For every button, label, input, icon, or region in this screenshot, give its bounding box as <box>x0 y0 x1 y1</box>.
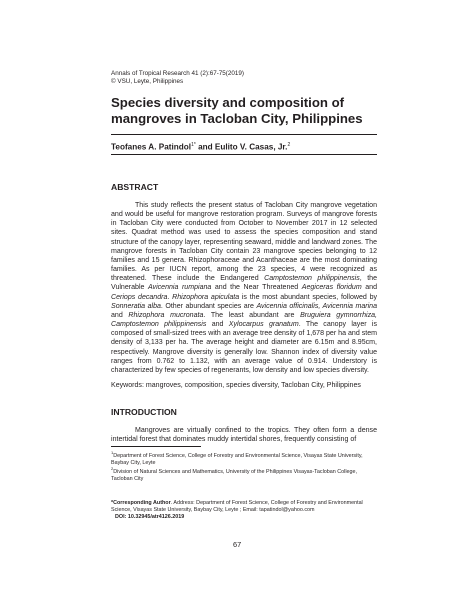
author-line <box>111 140 290 153</box>
journal-citation: Annals of Tropical Research 41 (2):67-75(2019) <box>111 70 245 77</box>
introduction-body: Mangroves are virtually confined to the tropics. They often form a dense intertidal forest that dominates muddy intertidal shores, frequently consisting of <box>111 427 377 444</box>
title-rule <box>111 134 377 135</box>
author-1: Teofanes A. Patindol <box>111 142 192 152</box>
keywords: Keywords: mangroves, composition, species diversity, Tacloban City, Philippines <box>111 382 361 389</box>
copyright-line: © VSU, Leyte, Philippines <box>111 78 184 85</box>
author-2: Eulito V. Casas, Jr. <box>214 142 288 152</box>
author-connector: and <box>195 142 215 152</box>
page-number: 67 <box>233 540 242 549</box>
footnote-1: $^1$Department of Forest Science, College of Forestry and Environmental Science, Visayas State University, Baybay City, Leyte <box>111 450 363 467</box>
footnote-rule <box>111 446 201 447</box>
footnote-2: $^2$Division of Natural Sciences and Mathematics, University of the Philippines Visayas-Tacloban College, Tacloban City <box>111 466 358 483</box>
abstract-heading: ABSTRACT <box>111 182 159 192</box>
article-title: Species diversity and composition of mangroves in Tacloban City, Philippines <box>111 95 363 126</box>
introduction-heading: INTRODUCTION <box>111 407 177 417</box>
corresponding-author: *Corresponding Author. Address: Department of Forest Science, College of Forestry and Environmental Science, Visayas State University, Baybay City, Leyte ; Email: tapatindol@yahoo.com <box>111 500 363 514</box>
author-1-affiliation: 1* <box>191 142 196 148</box>
doi: DOI: 10.32945/atr4126.2019 <box>115 514 185 520</box>
abstract-body: This study reflects the present status of Tacloban City mangrove vegetation and would be useful for mangrove restoration program. Surveys of mangrove forests in Tacloban City were conducted from October to November 2017 in 12 selected sites. Quadrat method was used to assess the species composition and stand structure of the canopy layer, representing seaward, middle and landward zones. The mangrove forests in Tacloban City contain 23 mangrove species belonging to 12 families and 15 genera. Rhizophoraceae and Acanthaceae are the most dominating families. As per IUCN report, among the 23 species, 4 were recognized as threatened. These include the Endangered Camptostemon philippinensis, the Vulnerable Avicennia rumpiana and the Near Threatened Aegiceras floridum and Ceriops decandra. Rhizophora apiculata is the most abundant species, followed by Sonneratia alba. Other abundant species are Avicennia officinalis, Avicennia marina and Rhizophora mucronata. The least abundant are Bruguiera gymnorrhiza, Camptostemon philippinensis and Xylocarpus granatum. The canopy layer is composed of small-sized trees with an average tree density of 1,678 per ha and stem density of 3,133 per ha. The average height and diameter are 6.15m and 8.95cm, respectively. Mangrove diversity is generally low. Shannon index of diversity value ranges from 0.762 to 1.132, with an average value of 0.914. Understory is characterized by few species of regenerants, low density and low species diversity. <box>111 202 378 374</box>
author-rule <box>111 154 377 155</box>
author-2-affiliation: 2 <box>287 142 291 148</box>
